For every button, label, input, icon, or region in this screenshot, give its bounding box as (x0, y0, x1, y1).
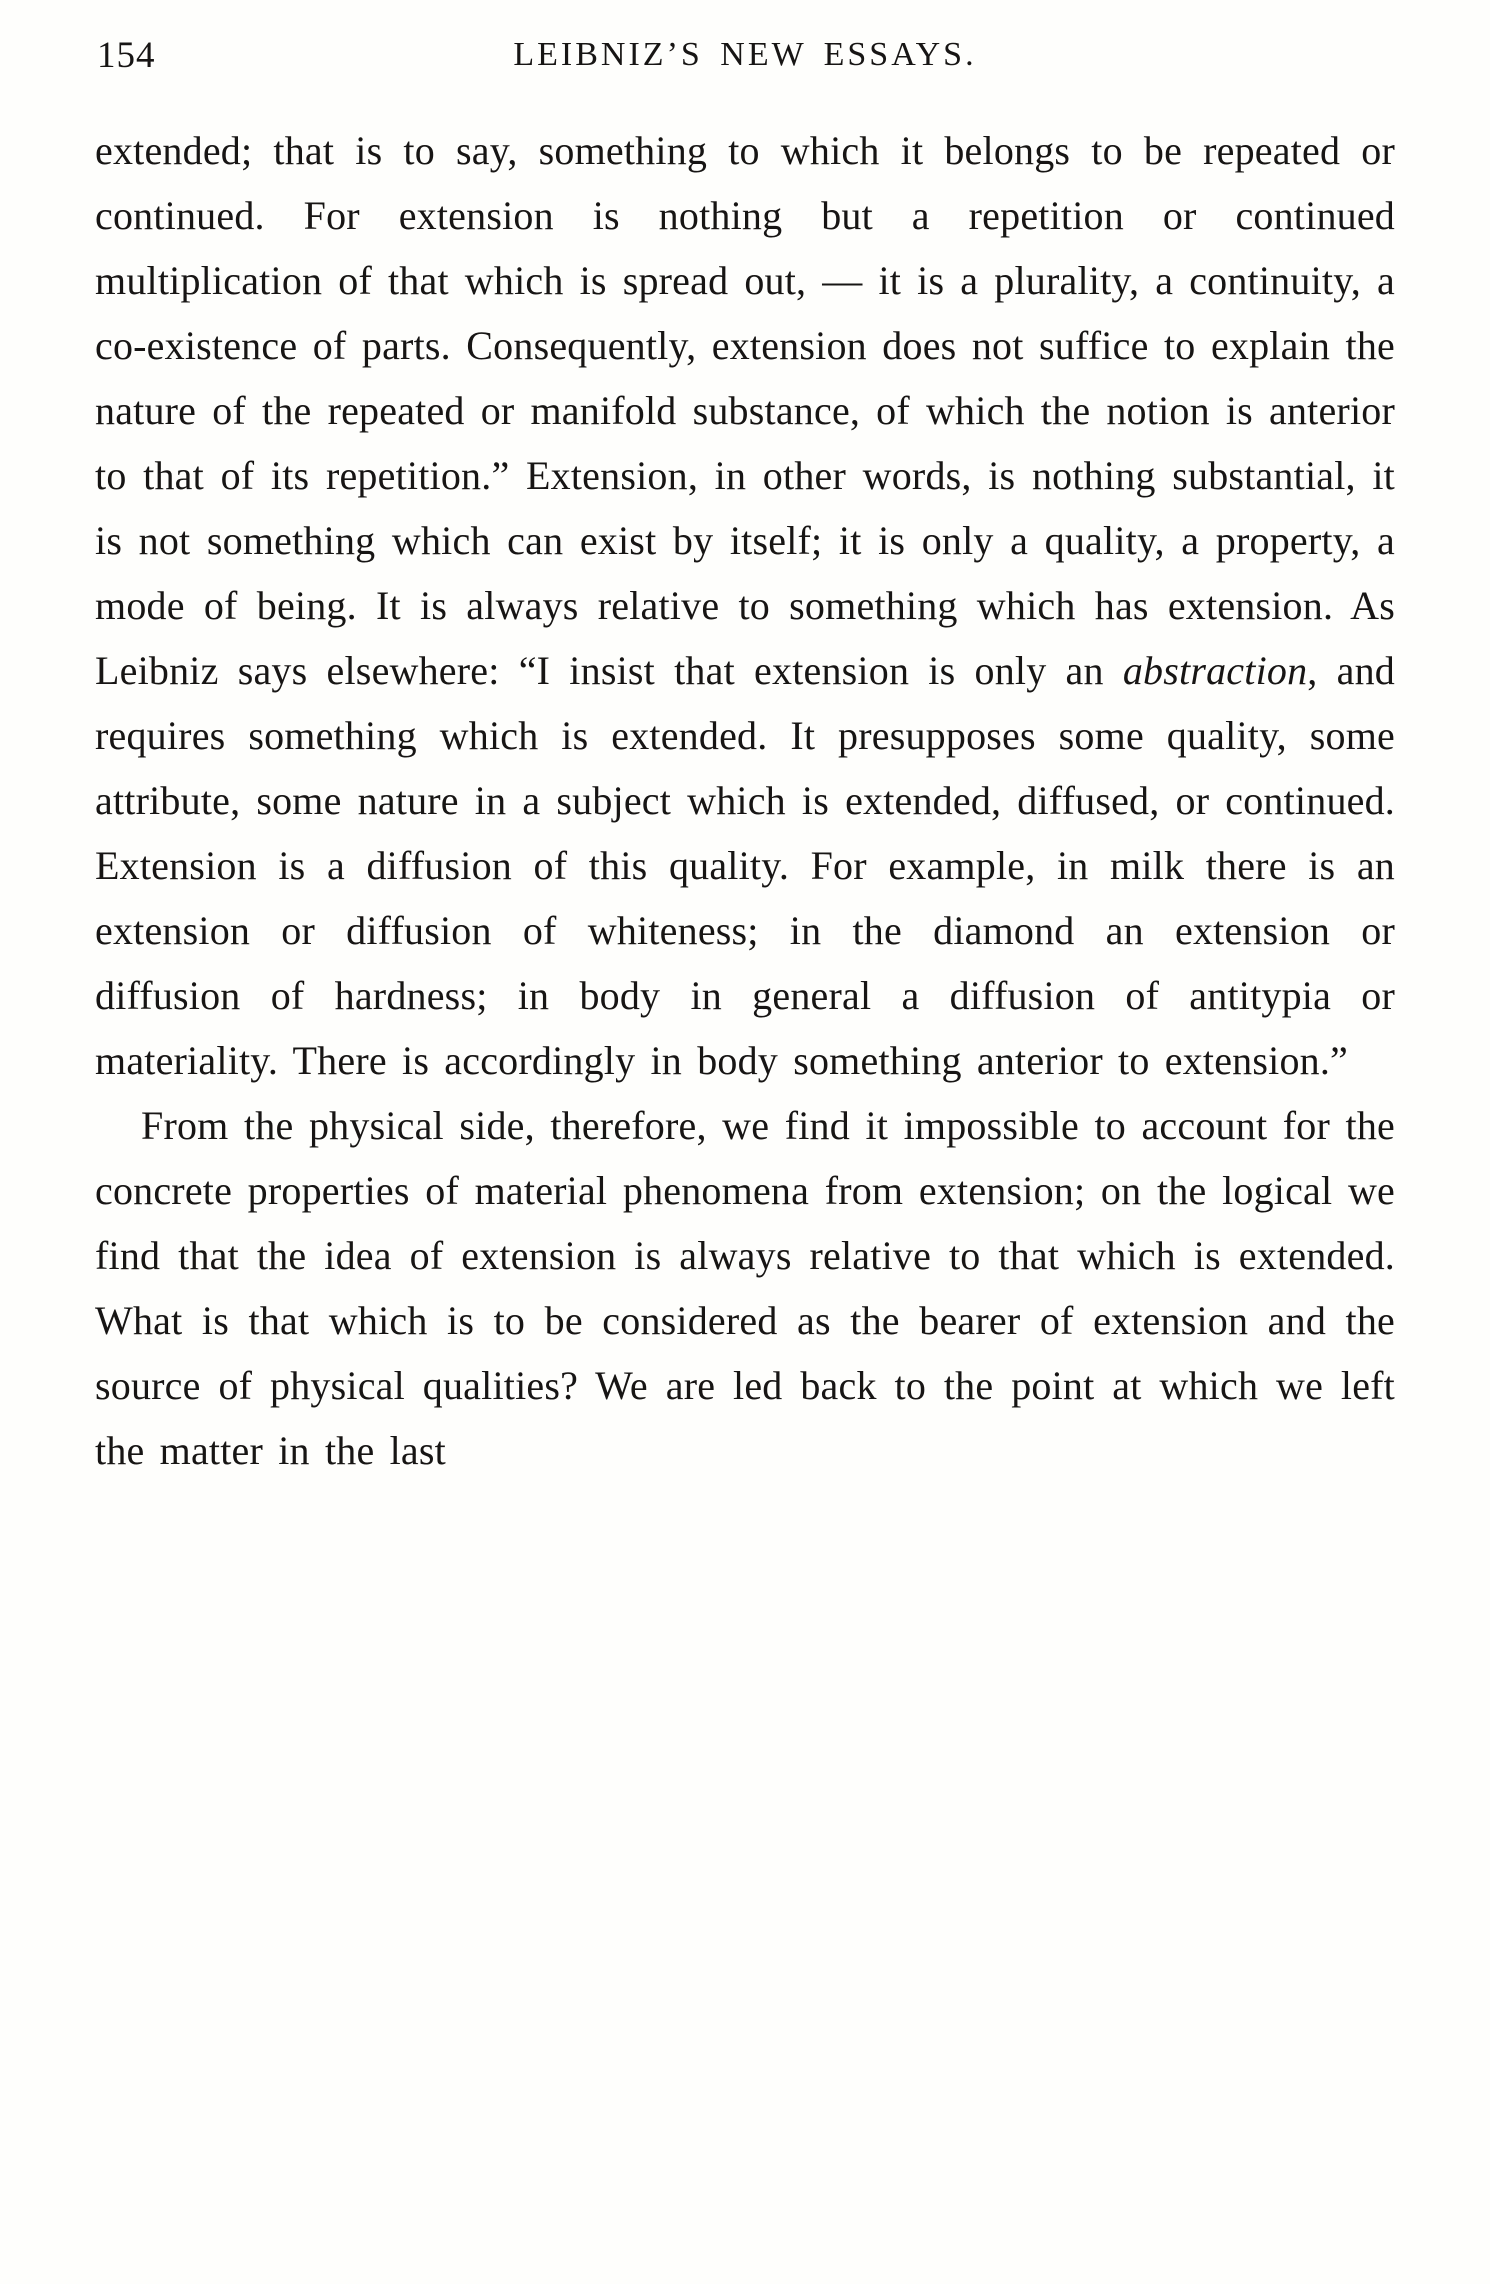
text-run: From the physical side, therefore, we find it impossible to account for the concrete properties of material phenomena from extension; on the logical we find that the idea of extension is always relative to that which is extended. What is that which is to be considered as the bearer of extension and the source of physical qualities? We are led back to the point at which we left the matter in the last (95, 1103, 1395, 1473)
paragraph (95, 1093, 1395, 1483)
paragraph (95, 118, 1395, 1093)
page-number: 154 (97, 35, 156, 76)
running-header-title: LEIBNIZ’S NEW ESSAYS. (513, 36, 977, 73)
running-head (95, 34, 1395, 108)
text-run: extended; that is to say, something to which it belongs to be repeated or continued. For extension is nothing but a repetition or continued multiplication of that which is spread out, — it is a plurality, a continuity, a co-existence of parts. Consequently, extension does not suffice to explain the nature of the repeated or manifold substance, of which the notion is anterior to that of its repetition.” Extension, in other words, is nothing substantial, it is not something which can exist by itself; it is only a quality, a property, a mode of being. It is always relative to something which has extension. As Leibniz says elsewhere: “I insist that extension is only an (95, 128, 1395, 693)
body-text (95, 118, 1395, 1483)
italic-text: abstraction (1122, 648, 1308, 693)
text-run: , and requires something which is extended. It presupposes some quality, some attribute, some nature in a subject which is extended, diffused, or continued. Extension is a diffusion of this quality. For example, in milk there is an extension or diffusion of whiteness; in the diamond an extension or diffusion of hardness; in body in general a diffusion of antitypia or materiality. There is accordingly in body something anterior to extension.” (95, 648, 1395, 1083)
